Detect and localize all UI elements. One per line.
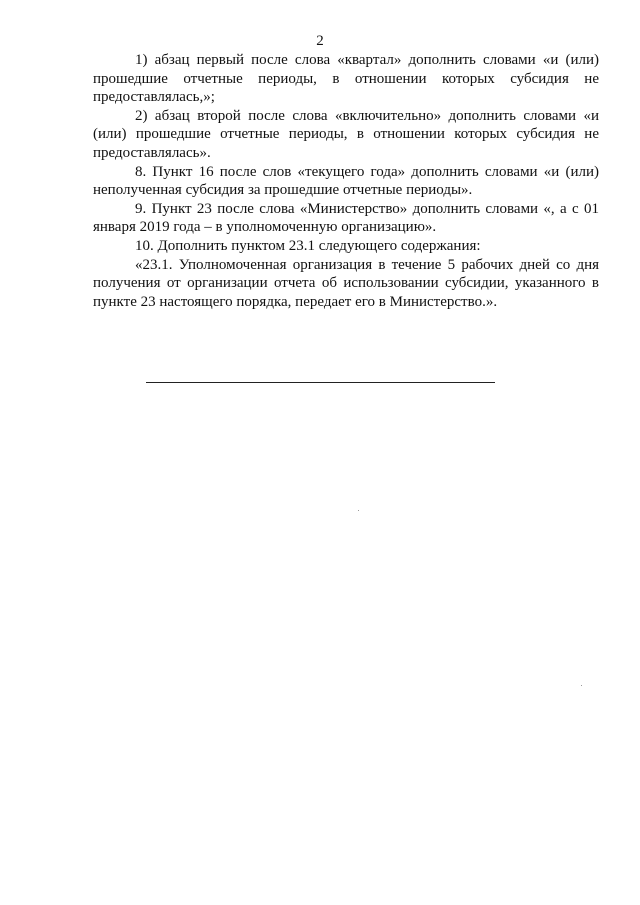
document-body: [93, 51, 599, 311]
paragraph-point-8: 8. Пункт 16 после слов «текущего года» дополнить словами «и (или) неполученная субсидия за прошедшие отчетные периоды».: [93, 163, 599, 199]
closing-divider-line: [146, 382, 495, 383]
scan-speck: [358, 510, 359, 511]
paragraph-item-1: 1) абзац первый после слова «квартал» дополнить словами «и (или) прошедшие отчетные периоды, в отношении которых субсидия не предоставлялась,»;: [93, 52, 599, 106]
paragraph-point-10: 10. Дополнить пунктом 23.1 следующего содержания:: [135, 237, 481, 254]
paragraph-point-23-1: «23.1. Уполномоченная организация в течение 5 рабочих дней со дня получения от организации отчета об использовании субсидии, указанного в пункте 23 настоящего порядка, передает его в Министерство.».: [93, 256, 599, 310]
page-number: 2: [316, 33, 324, 49]
paragraph-item-2: 2) абзац второй после слова «включительно» дополнить словами «и (или) прошедшие отчетные периоды, в отношении которых субсидия не предоставлялась».: [93, 107, 599, 161]
paragraph-point-9: 9. Пункт 23 после слова «Министерство» дополнить словами «, а с 01 января 2019 года – в уполномоченную организацию».: [93, 200, 599, 236]
scan-speck: [581, 685, 582, 686]
